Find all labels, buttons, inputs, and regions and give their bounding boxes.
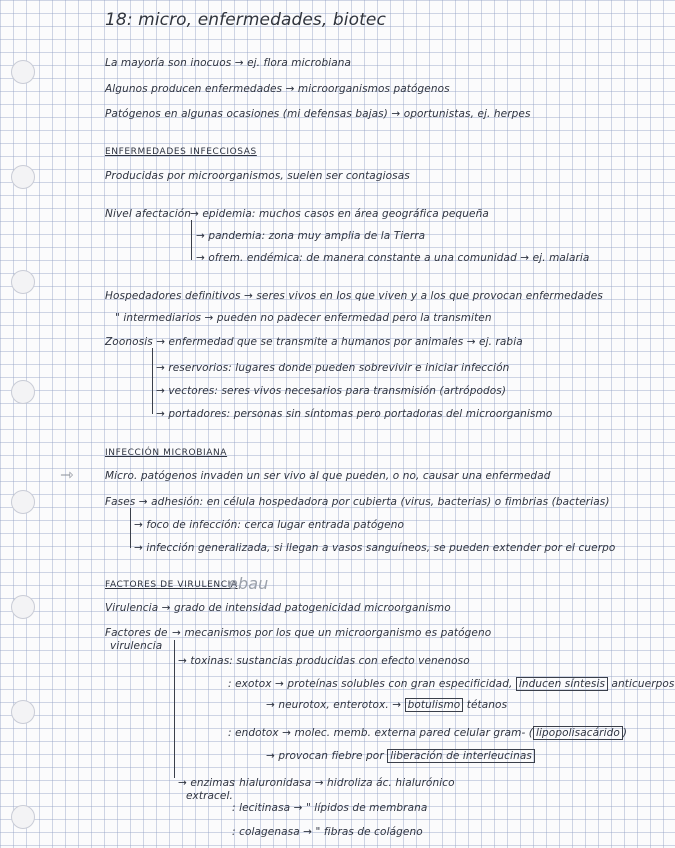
punch-hole [11,805,35,829]
boxed-term: liberación de interleucinas [387,749,535,763]
note-line: Patógenos en algunas ocasiones (mi defensas bajas) → oportunistas, ej. herpes [105,108,531,120]
punch-hole [11,490,35,514]
punch-hole [11,270,35,294]
note-line: extracel. [186,790,233,802]
note-line: → reservorios: lugares donde pueden sobrevivir e iniciar infección [156,362,510,374]
note-line [228,727,627,739]
note-line: → mecanismos por los que un microorganismo es patógeno [172,627,492,639]
boxed-term: inducen síntesis [516,677,608,691]
note-line: → ofrem. endémica: de manera constante a una comunidad → ej. malaria [196,252,590,264]
note-line: → foco de infección: cerca lugar entrada patógeno [134,519,404,531]
bracket [174,640,175,778]
note-line: " intermediarios → pueden no padecer enfermedad pero la transmiten [115,312,492,324]
note-segment: proteínas solubles con gran especificidad, [287,678,513,690]
note-line: → epidemia: muchos casos en área geográfica pequeña [190,208,489,220]
note-line: → vectores: seres vivos necesarios para transmisión (artrópodos) [156,385,507,397]
note-line: : hialuronidasa → hidroliza ác. hialurónico [232,777,455,789]
note-line: Algunos producen enfermedades → microorganismos patógenos [105,83,450,95]
note-segment: : endotox → molec. memb. externa pared celular gram- ( [228,727,533,739]
boxed-term: botulismo [405,698,464,712]
punch-hole [11,165,35,189]
boxed-term: lipopolisacárido [533,726,623,740]
section-heading: INFECCIÓN MICROBIANA [105,448,228,458]
note-line: → toxinas: sustancias producidas con efecto venenoso [178,655,470,667]
note-line: Factores de [105,627,168,639]
note-line: → pandemia: zona muy amplia de la Tierra [196,230,426,242]
note-line: Virulencia → grado de intensidad patogenicidad microorganismo [105,602,451,614]
note-line [228,678,675,690]
note-line: La mayoría son inocuos → ej. flora microbiana [105,57,352,69]
note-line: Micro. patógenos invaden un ser vivo al que pueden, o no, causar una enfermedad [105,470,551,482]
note-line: Nivel afectación [105,208,191,220]
section-heading: FACTORES DE VIRULENCIA [105,580,238,590]
margin-arrow-icon: ⇾ [60,465,74,484]
note-segment: → neurotox, enterotox. → [266,699,402,711]
note-line: → enzimas [178,777,235,789]
note-line: Fases → adhesión: en célula hospedadora por cubierta (virus, bacterias) o fimbrias (bacterias) [105,496,610,508]
note-line: → infección generalizada, si llegan a vasos sanguíneos, se pueden extender por el cuerpo [134,542,616,554]
note-line: : colagenasa → " fibras de colágeno [232,826,423,838]
note-line: Producidas por microorganismos, suelen ser contagiosas [105,170,410,182]
note-line [266,699,507,711]
bracket [191,220,192,260]
punch-hole [11,700,35,724]
punch-hole [11,595,35,619]
note-line [266,750,535,762]
punch-hole [11,380,35,404]
note-segment: → provocan fiebre por [266,750,384,762]
page-title: 18: micro, enfermedades, biotec [105,10,386,30]
note-segment: : exotox → [228,678,284,690]
pencil-note: ebau [228,574,269,593]
section-heading: ENFERMEDADES INFECCIOSAS [105,147,257,157]
note-segment: ) [622,727,628,739]
note-line: Hospedadores definitivos → seres vivos en los que viven y a los que provocan enfermedades [105,290,603,302]
note-line: virulencia [110,640,163,652]
note-line: : lecitinasa → " lípidos de membrana [232,802,428,814]
note-segment: tétanos [466,699,508,711]
note-line: → portadores: personas sin síntomas pero portadoras del microorganismo [156,408,553,420]
note-segment: anticuerpos [611,678,675,690]
note-line: Zoonosis → enfermedad que se transmite a humanos por animales → ej. rabia [105,336,523,348]
bracket [130,508,131,548]
punch-hole [11,60,35,84]
bracket [152,348,153,414]
